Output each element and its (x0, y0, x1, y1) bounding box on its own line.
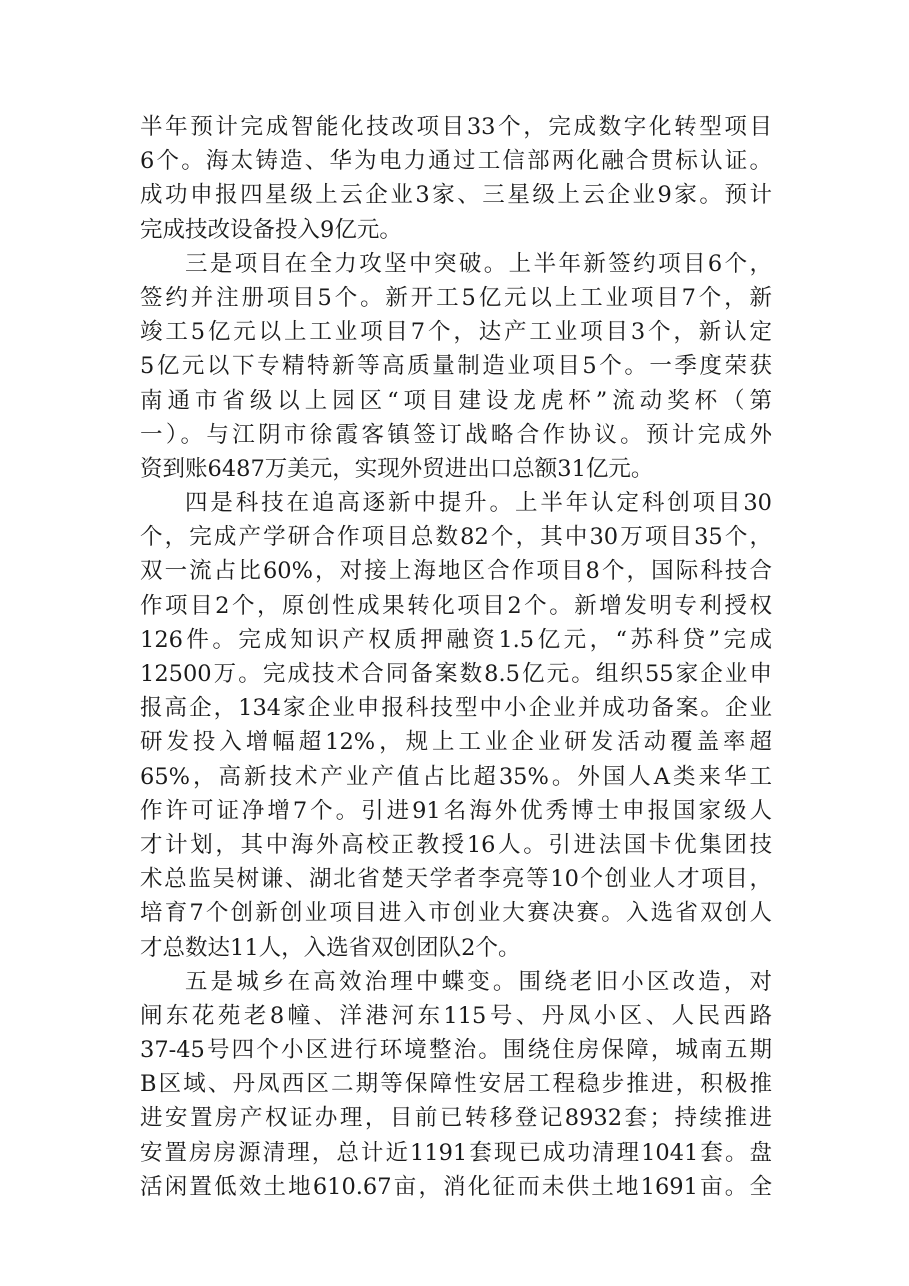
p3-line-9: 65%，高新技术产业产值占比超35%。外国人A类来华工 (140, 763, 772, 790)
p2-line-2: 签约并注册项目5个。新开工5亿元以上工业项目7个，新 (140, 284, 772, 311)
p3-line-13: 培育7个创新创业项目进入市创业大赛决赛。入选省双创人 (140, 900, 772, 927)
p2-line-6: 一）。与江阴市徐霞客镇签订战略合作协议。预计完成外 (140, 421, 772, 448)
p4-line-2: 闸东花苑老8幢、洋港河东115号、丹凤小区、人民西路 (140, 1002, 772, 1029)
p4-line-5: 进安置房产权证办理，目前已转移登记8932套；持续推进 (140, 1105, 772, 1132)
p2-line-1: 三是项目在全力攻坚中突破。上半年新签约项目6个， (185, 250, 772, 277)
p1-line-1: 半年预计完成智能化技改项目33个，完成数字化转型项目 (140, 114, 772, 140)
p2-line-4: 5亿元以下专精特新等高质量制造业项目5个。一季度荣获 (140, 353, 772, 380)
p4-line-4: B区域、丹凤西区二期等保障性安居工程稳步推进，积极推 (140, 1071, 772, 1098)
p3-line-3: 双一流占比60%，对接上海地区合作项目8个，国际科技合 (140, 558, 772, 585)
p2-line-5: 南通市省级以上园区“项目建设龙虎杯”流动奖杯（第 (140, 387, 772, 414)
p3-line-7: 报高企，134家企业申报科技型中小企业并成功备案。企业 (140, 695, 772, 722)
p3-line-10: 作许可证净增7个。引进91名海外优秀博士申报国家级人 (140, 797, 772, 824)
p2-line-3: 竣工5亿元以上工业项目7个，达产工业项目3个，新认定 (140, 319, 772, 346)
p3-line-11: 才计划，其中海外高校正教授16人。引进法国卡优集团技 (140, 831, 772, 858)
p3-line-1: 四是科技在追高逐新中提升。上半年认定科创项目30 (185, 490, 772, 517)
p3-line-4: 作项目2个，原创性成果转化项目2个。新增发明专利授权 (140, 592, 772, 619)
p3-line-2: 个，完成产学研合作项目总数82个，其中30万项目35个， (140, 524, 772, 551)
p4-line-3: 37-45号四个小区进行环境整治。围绕住房保障，城南五期 (140, 1037, 772, 1064)
document-body (140, 110, 772, 1204)
p4-line-1: 五是城乡在高效治理中蝶变。围绕老旧小区改造，对 (185, 968, 772, 995)
p4-line-7: 活闲置低效土地610.67亩，消化征而未供土地1691亩。全 (140, 1173, 772, 1200)
p4-line-6: 安置房房源清理，总计近1191套现已成功清理1041套。盘 (140, 1139, 772, 1166)
p1-line-4: 完成技改设备投入9亿元。 (140, 216, 402, 243)
p3-line-12: 术总监吴树谦、湖北省楚天学者李亮等10个创业人才项目， (140, 866, 772, 893)
p2-line-7: 资到账6487万美元，实现外贸进出口总额31亿元。 (140, 455, 654, 482)
p3-line-5: 126件。完成知识产权质押融资1.5亿元，“苏科贷”完成 (140, 626, 772, 653)
p3-line-14: 才总数达11人，入选省双创团队2个。 (140, 934, 521, 961)
p1-line-3: 成功申报四星级上云企业3家、三星级上云企业9家。预计 (140, 182, 772, 209)
p3-line-8: 研发投入增幅超12%，规上工业企业研发活动覆盖率超 (140, 729, 772, 756)
p3-line-6: 12500万。完成技术合同备案数8.5亿元。组织55家企业申 (140, 661, 772, 687)
p1-line-2: 6个。海太铸造、华为电力通过工信部两化融合贯标认证。 (140, 148, 772, 175)
